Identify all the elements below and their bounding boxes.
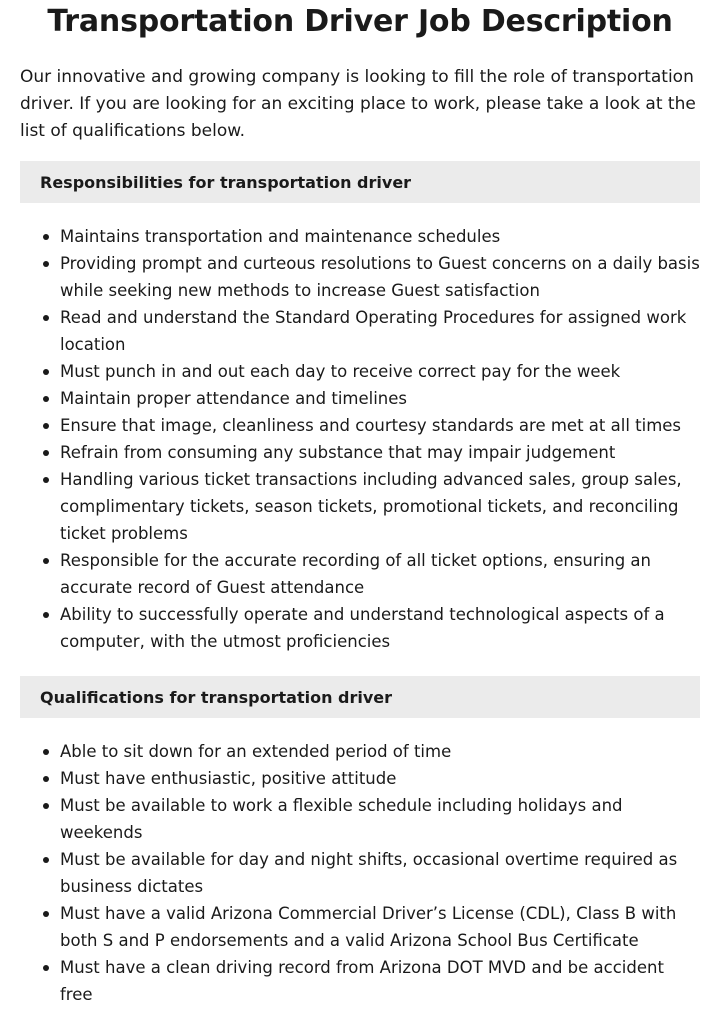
responsibilities-list: [20, 223, 700, 655]
list-item: Responsible for the accurate recording of all ticket options, ensuring an accurate record of Guest attendance: [60, 547, 700, 601]
list-item: Must be available to work a flexible schedule including holidays and weekends: [60, 792, 700, 846]
list-item: Must have enthusiastic, positive attitude: [60, 765, 700, 792]
responsibilities-heading: Responsibilities for transportation driver: [20, 161, 700, 203]
list-item: Must punch in and out each day to receive correct pay for the week: [60, 358, 700, 385]
page-title: Transportation Driver Job Description: [47, 4, 673, 39]
list-item: Handling various ticket transactions including advanced sales, group sales, complimentary tickets, season tickets, promotional tickets, and reconciling ticket problems: [60, 466, 700, 547]
list-item: Providing prompt and curteous resolutions to Guest concerns on a daily basis while seeking new methods to increase Guest satisfaction: [60, 250, 700, 304]
list-item: Maintain proper attendance and timelines: [60, 385, 700, 412]
qualifications-heading: Qualifications for transportation driver: [20, 676, 700, 718]
list-item: Ability to successfully operate and understand technological aspects of a computer, with the utmost proficiencies: [60, 601, 700, 655]
list-item: Maintains transportation and maintenance schedules: [60, 223, 700, 250]
intro-paragraph: Our innovative and growing company is looking to fill the role of transportation driver. If you are looking for an exciting place to work, please take a look at the list of qualifications below.: [20, 67, 696, 141]
list-item: Must have a valid Arizona Commercial Driver’s License (CDL), Class B with both S and P endorsements and a valid Arizona School Bus Certificate: [60, 900, 700, 954]
list-item: Must be available for day and night shifts, occasional overtime required as business dictates: [60, 846, 700, 900]
qualifications-list: [20, 738, 700, 1008]
list-item: Read and understand the Standard Operating Procedures for assigned work location: [60, 304, 700, 358]
list-item: Able to sit down for an extended period of time: [60, 738, 700, 765]
list-item: Must have a clean driving record from Arizona DOT MVD and be accident free: [60, 954, 700, 1008]
list-item: Refrain from consuming any substance that may impair judgement: [60, 439, 700, 466]
list-item: Ensure that image, cleanliness and courtesy standards are met at all times: [60, 412, 700, 439]
